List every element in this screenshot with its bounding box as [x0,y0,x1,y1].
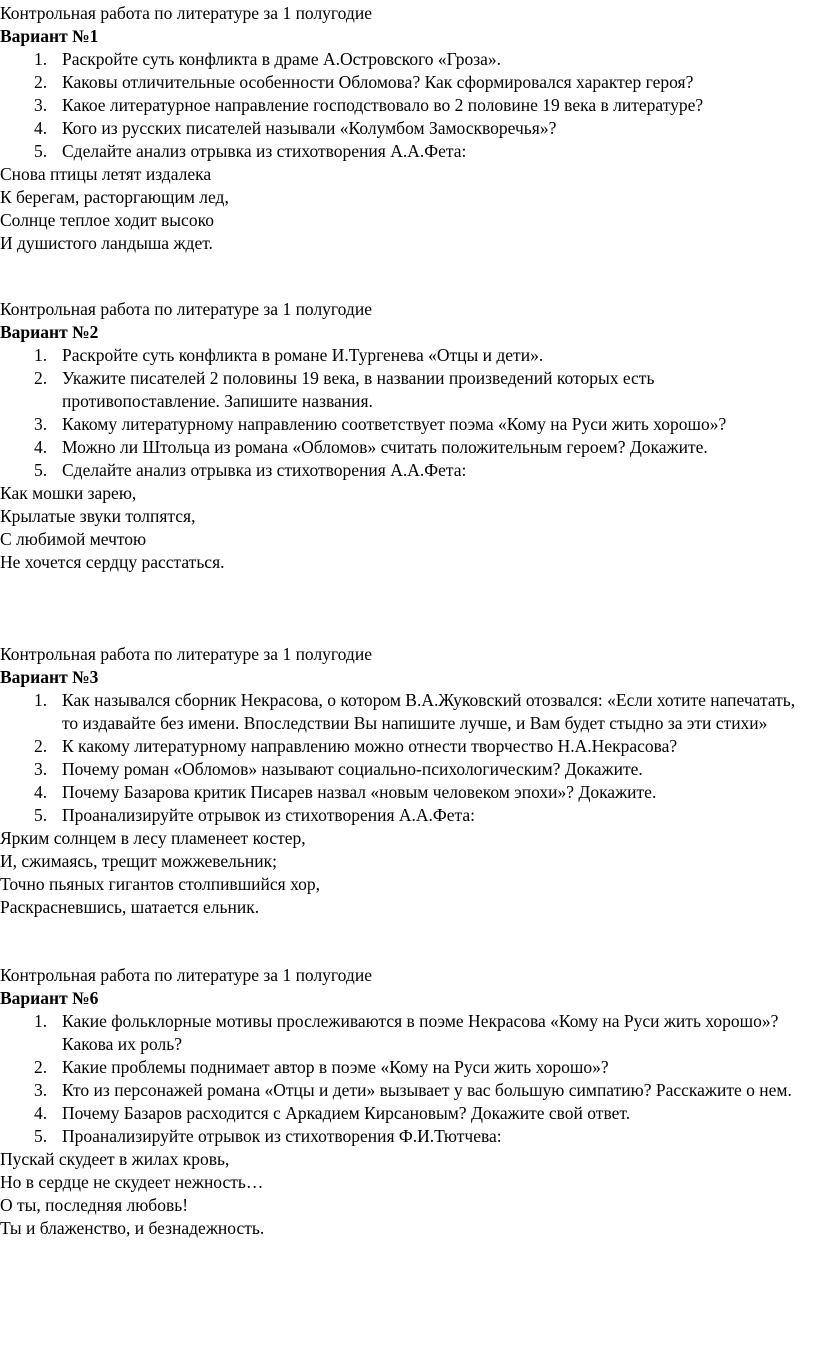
poem-line: Ты и блаженство, и безнадежность. [0,1218,265,1238]
poem-excerpt [0,482,816,574]
question-list [0,1010,816,1148]
question-text: К какому литературному направлению можно отнести творчество Н.А.Некрасова? [62,736,678,756]
question-number: 1. [34,49,48,69]
question-number: 2. [34,72,48,92]
question-text: Сделайте анализ отрывка из стихотворения А.А.Фета: [62,141,467,161]
question-text: Какие фольклорные мотивы прослеживаются в поэме Некрасова «Кому на Руси жить хорошо»? Какова их роль? [62,1011,779,1054]
question-item [0,413,816,436]
question-item [0,1102,816,1125]
question-item [0,1125,816,1148]
question-text: Кто из персонажей романа «Отцы и дети» вызывает у вас большую симпатию? Расскажите о нем. [62,1080,792,1100]
question-text: Можно ли Штольца из романа «Обломов» считать положительным героем? Докажите. [62,437,708,457]
poem-line: К берегам, расторгающим лед, [0,187,229,207]
question-text: Сделайте анализ отрывка из стихотворения А.А.Фета: [62,460,467,480]
question-number: 3. [34,95,48,115]
poem-line: Раскрасневшись, шатается ельник. [0,897,260,917]
question-item [0,1010,816,1056]
test-variant-3 [0,643,816,919]
poem-line: С любимой мечтою [0,529,147,549]
question-text: Раскройте суть конфликта в драме А.Островского «Гроза». [62,49,502,69]
question-text: Почему роман «Обломов» называют социально-психологическим? Докажите. [62,759,643,779]
question-item [0,1079,816,1102]
question-text: Почему Базарова критик Писарев назвал «новым человеком эпохи»? Докажите. [62,782,657,802]
question-item [0,344,816,367]
question-number: 4. [34,1103,48,1123]
section-title: Контрольная работа по литературе за 1 полугодие [0,644,372,664]
question-item [0,367,816,413]
poem-excerpt [0,827,816,919]
variant-heading: Вариант №6 [0,988,99,1008]
poem-excerpt [0,1148,816,1240]
question-number: 2. [34,368,48,388]
question-text: Кого из русских писателей называли «Колумбом Замоскворечья»? [62,118,557,138]
poem-line: О ты, последняя любовь! [0,1195,189,1215]
question-text: Почему Базаров расходится с Аркадием Кирсановым? Докажите свой ответ. [62,1103,631,1123]
poem-line: Солнце теплое ходит высоко [0,210,214,230]
variant-heading: Вариант №3 [0,667,99,687]
test-variant-1 [0,2,816,255]
poem-line: Крылатые звуки толпятся, [0,506,196,526]
question-number: 1. [34,345,48,365]
question-item [0,758,816,781]
question-number: 4. [34,118,48,138]
question-number: 4. [34,782,48,802]
poem-line: И, сжимаясь, трещит можжевельник; [0,851,277,871]
question-item [0,71,816,94]
question-number: 3. [34,414,48,434]
question-item [0,1056,816,1079]
poem-line: Как мошки зарею, [0,483,137,503]
poem-line: Пускай скудеет в жилах кровь, [0,1149,230,1169]
question-item [0,735,816,758]
question-text: Какое литературное направление господствовало во 2 половине 19 века в литературе? [62,95,704,115]
poem-line: Снова птицы летят издалека [0,164,212,184]
poem-line: Точно пьяных гигантов столпившийся хор, [0,874,321,894]
test-variant-2 [0,298,816,574]
question-number: 4. [34,437,48,457]
question-number: 2. [34,736,48,756]
question-text: Проанализируйте отрывок из стихотворения А.А.Фета: [62,805,476,825]
question-number: 1. [34,1011,48,1031]
variant-heading: Вариант №1 [0,26,99,46]
question-text: Каковы отличительные особенности Обломова? Как сформировался характер героя? [62,72,694,92]
question-item [0,436,816,459]
question-text: Какому литературному направлению соответствует поэма «Кому на Руси жить хорошо»? [62,414,727,434]
question-number: 5. [34,1126,48,1146]
question-item [0,781,816,804]
question-number: 3. [34,1080,48,1100]
question-item [0,689,816,735]
question-list [0,48,816,163]
section-title: Контрольная работа по литературе за 1 полугодие [0,965,372,985]
variant-heading: Вариант №2 [0,322,99,342]
question-list [0,344,816,482]
question-item [0,804,816,827]
question-number: 3. [34,759,48,779]
question-text: Проанализируйте отрывок из стихотворения Ф.И.Тютчева: [62,1126,502,1146]
question-item [0,117,816,140]
poem-line: И душистого ландыша ждет. [0,233,213,253]
question-number: 2. [34,1057,48,1077]
poem-excerpt [0,163,816,255]
test-variant-6 [0,964,816,1240]
section-title: Контрольная работа по литературе за 1 полугодие [0,3,372,23]
question-text: Укажите писателей 2 половины 19 века, в названии произведений которых есть противопоставление. Запишите названия. [62,368,655,411]
question-item [0,48,816,71]
poem-line: Не хочется сердцу расстаться. [0,552,225,572]
question-list [0,689,816,827]
question-number: 1. [34,690,48,710]
poem-line: Ярким солнцем в лесу пламенеет костер, [0,828,306,848]
question-item [0,459,816,482]
question-number: 5. [34,460,48,480]
question-item [0,140,816,163]
question-text: Раскройте суть конфликта в романе И.Тургенева «Отцы и дети». [62,345,544,365]
section-title: Контрольная работа по литературе за 1 полугодие [0,299,372,319]
question-number: 5. [34,805,48,825]
question-number: 5. [34,141,48,161]
question-text: Какие проблемы поднимает автор в поэме «Кому на Руси жить хорошо»? [62,1057,609,1077]
question-text: Как назывался сборник Некрасова, о котором В.А.Жуковский отозвался: «Если хотите напечатать, то издавайте без имени. Впоследствии Вы напишите лучше, и Вам будет стыдно за эти стихи» [62,690,796,733]
question-item [0,94,816,117]
poem-line: Но в сердце не скудеет нежность… [0,1172,264,1192]
